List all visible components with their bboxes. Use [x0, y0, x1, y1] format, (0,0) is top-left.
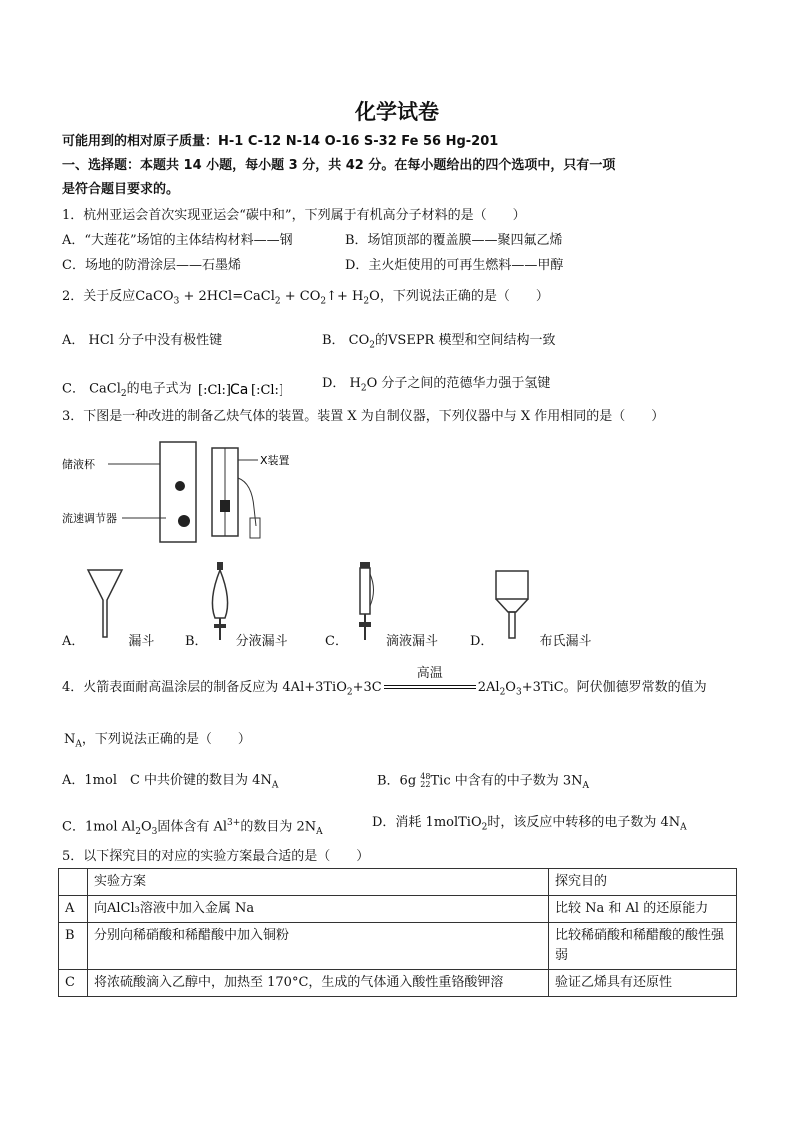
- q2-equation: CaCO$_3$ + 2HCl=CaCl$_2$ + $CO_2↑+ H_2O$: [135, 289, 380, 307]
- atomic-masses: 可能用到的相对原子质量：H-1 C-12 N-14 O-16 S-32 Fe 56 Hg-201: [62, 134, 499, 149]
- q2-option-c-mid: 的电子式为: [126, 381, 192, 397]
- q4-option-c: C．1mol $Al_2O_3$固体含有 $Al^{3+}$的数目为 $2N_A$: [62, 818, 323, 837]
- q1-option-b: B．场馆顶部的覆盖膜——聚四氟乙烯: [345, 233, 563, 248]
- q2-option-d: D． $H_2O$ 分子之间的范德华力强于氢键: [322, 376, 551, 394]
- row-plan: 将浓硫酸滴入乙醇中，加热至 170°C，生成的气体通入酸性重铬酸钾溶: [88, 970, 549, 997]
- q3-option-c-letter: C．: [325, 634, 348, 649]
- row-plan: 向AlCl₃溶液中加入金属 Na: [88, 896, 549, 923]
- section1-heading-line1: 一、选择题：本题共 14 小题，每小题 3 分，共 42 分。在每小题给出的四个选项中，只有一项: [62, 158, 616, 173]
- row-label: A: [59, 896, 88, 923]
- page-title: 化学试卷: [355, 99, 439, 124]
- q3-option-c-name: 滴液漏斗: [385, 634, 438, 649]
- section1-heading-line2: 是符合题目要求的。: [62, 182, 180, 197]
- q3-option-b-letter: B．: [185, 634, 208, 649]
- q2-option-d-prefix: D． H: [322, 376, 361, 391]
- q3-option-c: [325, 634, 438, 650]
- q3-option-a-name: 漏斗: [128, 634, 155, 649]
- q2-option-b-suffix: 的VSEPR 模型和空间结构一致: [375, 333, 556, 348]
- q2-option-a: A． HCl 分子中没有极性键: [62, 333, 223, 348]
- q4-products-1: 2Al: [477, 680, 500, 695]
- row-label: B: [59, 923, 88, 970]
- q4-isotope: 48 22: [420, 772, 431, 789]
- q2-stem-suffix: ，下列说法正确的是（ ）: [379, 289, 549, 304]
- svg-text:[:Cl:]: [:Cl:]: [197, 383, 231, 398]
- q2-stem: [62, 289, 549, 310]
- q4-option-d-suffix: 时，该反应中转移的电子数为 4N: [487, 815, 681, 830]
- q3-option-a: [62, 634, 154, 650]
- q3-option-d-letter: D．: [470, 634, 494, 649]
- q4-option-c-prefix: C．1mol Al: [62, 819, 136, 835]
- buchner-funnel-icon: [492, 568, 532, 640]
- q2-option-b: B． $CO_2$的VSEPR 模型和空间结构一致: [322, 333, 556, 351]
- q3-stem: 3．下图是一种改进的制备乙炔气体的装置。装置 X 为自制仪器，下列仪器中与 X 作用相同的是（ ）: [62, 409, 665, 424]
- row-label: C: [59, 970, 88, 997]
- q4-option-d: D．消耗 1molTiO$_2$时，该反应中转移的电子数为 $4N_A$: [372, 815, 687, 833]
- q5-experiment-table: [58, 868, 737, 997]
- q2-option-d-suffix: O 分子之间的范德华力强于氢键: [366, 376, 551, 391]
- row-goal: 验证乙烯具有还原性: [549, 970, 737, 997]
- label-reservoir: 储液杯: [62, 458, 95, 471]
- q4-stem: 4．火箭表面耐高温涂层的制备反应为 4Al+3TiO$_2$+3C 高温 $2Al_2O_3+3TiC$。阿伏伽德罗常数的值为: [62, 665, 707, 698]
- q1-option-a: A．“大莲花”场馆的主体结构材料——钢: [62, 233, 293, 248]
- table-row: [59, 970, 737, 997]
- q4-option-c-suffix: 固体含有 Al: [157, 819, 228, 835]
- row-goal: 比较 Na 和 Al 的还原能力: [549, 896, 737, 923]
- table-row: [59, 923, 737, 970]
- table-header-cell: 实验方案: [88, 869, 549, 896]
- q4-na-suffix: ，下列说法正确的是（ ）: [81, 732, 251, 747]
- svg-text:[:Cl:]: [:Cl:]: [250, 383, 282, 398]
- q4-option-b: B．6g 48 22Tic 中含有的中子数为 $3N_A$: [377, 772, 590, 792]
- table-header-cell: [59, 869, 88, 896]
- separatory-funnel-icon: [205, 560, 235, 642]
- q3-option-b: [185, 634, 288, 650]
- q4-condition-arrow: [382, 665, 478, 695]
- q4-option-a-text: A．1mol C 中共价键的数目为 4N: [62, 773, 272, 788]
- q4-option-c-end: 的数目为 2N: [240, 819, 317, 835]
- q4-stem-mid: +3C: [352, 680, 382, 695]
- q3-option-d-name: 布氏漏斗: [539, 634, 592, 649]
- electron-formula-image: [196, 376, 282, 402]
- q4-products-2: O: [505, 680, 516, 695]
- q2-option-c: C． CaCl$_2$的电子式为 [:Cl:] Ca [:Cl:]: [62, 376, 282, 402]
- table-header-cell: 探究目的: [549, 869, 737, 896]
- table-row: [59, 896, 737, 923]
- q2-option-b-prefix: B． CO: [322, 333, 370, 348]
- q4-option-b-suffix: Tic 中含有的中子数为 3N: [430, 773, 583, 789]
- row-goal: 比较稀硝酸和稀醋酸的酸性强弱: [549, 923, 737, 970]
- q4-option-b-prefix: B．6g: [377, 773, 417, 789]
- q3-option-b-name: 分液漏斗: [235, 634, 288, 649]
- q4-condition: 高温: [416, 665, 443, 681]
- q4-na: N: [64, 732, 76, 747]
- label-regulator: 流速调节器: [62, 512, 117, 525]
- row-plan: 分别向稀硝酸和稀醋酸中加入铜粉: [88, 923, 549, 970]
- q4-stem-suffix: 。阿伏伽德罗常数的值为: [563, 680, 707, 695]
- funnel-icon: [85, 565, 125, 640]
- q5-stem: 5．以下探究目的对应的实验方案最合适的是（ ）: [62, 849, 370, 864]
- q2-option-c-prefix: C． CaCl: [62, 381, 121, 397]
- acetylene-apparatus-figure: [62, 438, 352, 548]
- q2-stem-prefix: 2．关于反应: [62, 289, 136, 304]
- label-x-device: X装置: [260, 454, 290, 467]
- q4-na-line: $N_A$，下列说法正确的是（ ）: [64, 732, 251, 750]
- dropping-funnel-icon: [350, 560, 380, 642]
- svg-text:Ca: Ca: [229, 382, 249, 398]
- q4-stem-prefix: 4．火箭表面耐高温涂层的制备反应为 4Al+3TiO: [62, 680, 347, 695]
- table-header-row: [59, 869, 737, 896]
- q4-option-a: A．1mol C 中共价键的数目为 $4N_A$: [62, 773, 279, 791]
- q4-option-d-prefix: D．消耗 1molTiO: [372, 815, 482, 830]
- q4-products-3: +3TiC: [521, 680, 564, 695]
- q3-option-d: [470, 634, 591, 650]
- q1-stem: 1．杭州亚运会首次实现亚运会“碳中和”，下列属于有机高分子材料的是（ ）: [62, 208, 526, 223]
- q1-option-c: C．场地的防滑涂层——石墨烯: [62, 258, 241, 273]
- q1-option-d: D．主火炬使用的可再生燃料——甲醇: [345, 258, 564, 273]
- q3-option-a-letter: A．: [62, 634, 85, 649]
